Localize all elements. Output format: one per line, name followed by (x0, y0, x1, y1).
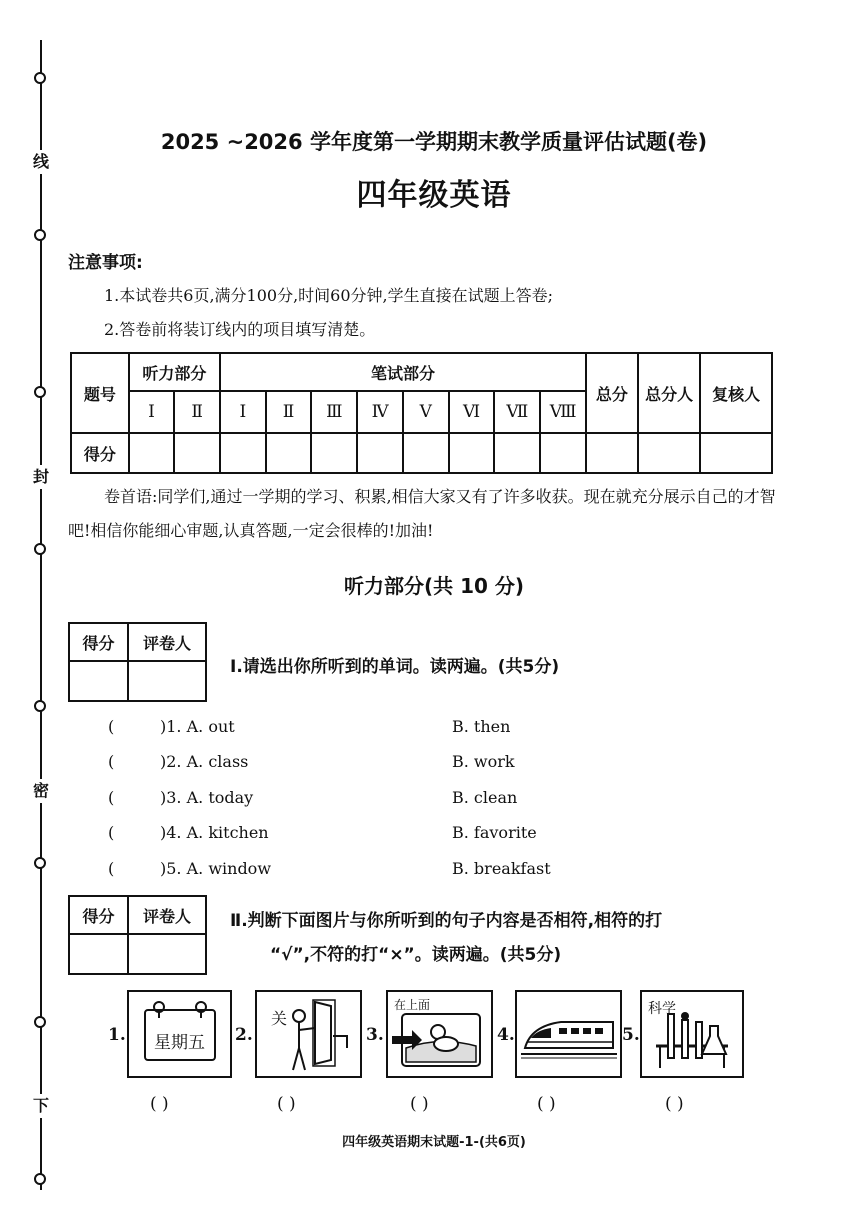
score-table-numeral: Ⅰ (220, 391, 266, 433)
score-cell[interactable] (220, 433, 266, 473)
picture-2-number: 2. (235, 1025, 253, 1045)
picture-5-label: 科学 (648, 1001, 676, 1017)
score-table-scorer: 总分人 (638, 353, 701, 433)
grader-box-1 (68, 622, 207, 702)
score-table (70, 352, 773, 474)
q1-item-2-paren: ( (108, 752, 115, 771)
score-cell[interactable] (586, 433, 638, 473)
question-1-title: Ⅰ.请选出你所听到的单词。读两遍。(共5分) (230, 657, 560, 677)
answer-blank-5[interactable]: ( ) (665, 1094, 684, 1114)
score-cell[interactable] (129, 433, 175, 473)
score-cell[interactable] (266, 433, 312, 473)
q1-item-4-a: )4. A. kitchen (160, 823, 269, 842)
picture-3-bed (386, 990, 493, 1078)
picture-5-science (640, 990, 744, 1078)
q1-item-2-a: )2. A. class (160, 752, 249, 771)
question-2-title-line2: “√”,不符的打“×”。读两遍。(共5分) (270, 945, 562, 965)
notes-title: 注意事项: (68, 253, 143, 273)
picture-3-label: 在上面 (394, 998, 431, 1012)
binding-circle (34, 229, 46, 241)
q1-item-5-b: B. breakfast (452, 859, 551, 878)
picture-1-label: 星期五 (154, 1033, 205, 1053)
score-table-numeral: Ⅲ (311, 391, 357, 433)
score-table-written: 笔试部分 (220, 353, 586, 391)
binding-circle (34, 700, 46, 712)
score-cell[interactable] (700, 433, 772, 473)
q1-item-5-a: )5. A. window (160, 859, 272, 878)
picture-4-train (515, 990, 622, 1078)
binding-circle (34, 386, 46, 398)
grader-score-cell[interactable] (69, 661, 128, 701)
answer-blank-2[interactable]: ( ) (277, 1094, 296, 1114)
grader-name-label: 评卷人 (128, 896, 206, 934)
q1-item-4-paren: ( (108, 823, 115, 842)
grader-name-cell[interactable] (128, 661, 206, 701)
score-table-total: 总分 (586, 353, 638, 433)
score-cell[interactable] (638, 433, 701, 473)
score-table-numeral: Ⅳ (357, 391, 403, 433)
section-title: 听力部分(共 10 分) (343, 574, 525, 598)
grader-box-2 (68, 895, 207, 975)
q1-item-1-paren: ( (108, 717, 115, 736)
binding-circle (34, 72, 46, 84)
high-speed-train-icon (517, 992, 620, 1076)
grader-name-cell[interactable] (128, 934, 206, 974)
q1-item-5-paren: ( (108, 859, 115, 878)
grader-score-label: 得分 (69, 896, 128, 934)
intro-text: 卷首语:同学们,通过一学期的学习、积累,相信大家又有了许多收获。现在就充分展示自己的才智吧!相信你能细心审题,认真答题,一定会很棒的!加油! (68, 487, 776, 540)
answer-blank-1[interactable]: ( ) (150, 1094, 169, 1114)
score-table-numeral: Ⅵ (449, 391, 495, 433)
score-table-numeral: Ⅱ (266, 391, 312, 433)
note-item-2: 2.答卷前将装订线内的项目填写清楚。 (104, 320, 376, 339)
q1-item-3-paren: ( (108, 788, 115, 807)
picture-3-number: 3. (366, 1025, 384, 1045)
score-table-numeral: Ⅱ (174, 391, 220, 433)
answer-blank-4[interactable]: ( ) (537, 1094, 556, 1114)
score-table-listening: 听力部分 (129, 353, 220, 391)
binding-char-feng: 封 (30, 465, 52, 489)
binding-circle (34, 1016, 46, 1028)
q1-item-1-a: )1. A. out (160, 717, 235, 736)
grader-score-cell[interactable] (69, 934, 128, 974)
score-table-label-no: 题号 (71, 353, 129, 433)
binding-char-mi: 密 (30, 779, 52, 803)
score-cell[interactable] (494, 433, 540, 473)
q1-item-2-b: B. work (452, 752, 515, 771)
q1-item-1-b: B. then (452, 717, 511, 736)
page-footer: 四年级英语期末试题-1-(共6页) (342, 1135, 526, 1150)
picture-1-number: 1. (108, 1025, 126, 1045)
picture-1-calendar (127, 990, 232, 1078)
grader-score-label: 得分 (69, 623, 128, 661)
q1-item-4-b: B. favorite (452, 823, 537, 842)
score-table-reviewer: 复核人 (700, 353, 772, 433)
grader-name-label: 评卷人 (128, 623, 206, 661)
picture-2-door (255, 990, 362, 1078)
closing-door-icon (257, 992, 360, 1076)
picture-5-number: 5. (622, 1025, 640, 1045)
score-table-numeral: Ⅶ (494, 391, 540, 433)
picture-4-number: 4. (497, 1025, 515, 1045)
score-table-numeral: Ⅰ (129, 391, 175, 433)
score-table-numeral: Ⅴ (403, 391, 449, 433)
q1-item-3-a: )3. A. today (160, 788, 254, 807)
score-table-label-score: 得分 (71, 433, 129, 473)
score-cell[interactable] (174, 433, 220, 473)
binding-circle (34, 543, 46, 555)
exam-subtitle: 四年级英语 (356, 178, 512, 213)
binding-char-xia: 下 (30, 1094, 52, 1118)
picture-2-label: 关 (271, 1009, 288, 1028)
binding-char-xian: 线 (30, 150, 52, 174)
q1-item-3-b: B. clean (452, 788, 518, 807)
score-table-numeral: Ⅷ (540, 391, 586, 433)
score-cell[interactable] (357, 433, 403, 473)
binding-circle (34, 1173, 46, 1185)
score-cell[interactable] (449, 433, 495, 473)
question-2-title-line1: Ⅱ.判断下面图片与你所听到的句子内容是否相符,相符的打 (230, 911, 663, 931)
binding-circle (34, 857, 46, 869)
exam-title: 2025 ~2026 学年度第一学期期末教学质量评估试题(卷) (160, 130, 708, 154)
score-cell[interactable] (403, 433, 449, 473)
note-item-1: 1.本试卷共6页,满分100分,时间60分钟,学生直接在试题上答卷; (104, 286, 553, 305)
score-cell[interactable] (540, 433, 586, 473)
score-cell[interactable] (311, 433, 357, 473)
answer-blank-3[interactable]: ( ) (410, 1094, 429, 1114)
